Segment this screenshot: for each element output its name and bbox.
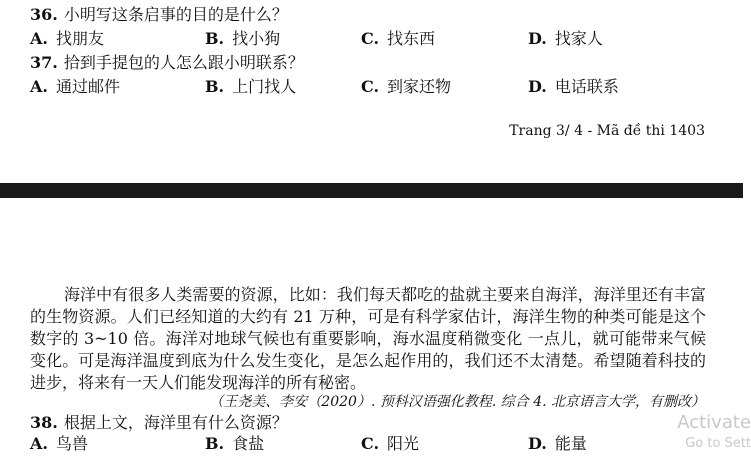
q38-option-c: C. 阳光: [361, 434, 420, 453]
q37-option-c: C. 到家还物: [361, 77, 452, 96]
activation-watermark-title: Activate: [677, 412, 751, 433]
reading-passage: 海洋中有很多人类需要的资源，比如：我们每天都吃的盐就主要来自海洋，海洋里还有丰富的生物资源。人们已经知道的大约有 21 万种，可是有科学家估计，海洋生物的种类可能是这个数字的 3~10 倍。海洋对地球气候也有重要影响，海水温度稍微变化 一点儿，就可能带来气候变化。可是海洋温度到底为什么发生变化，是怎么起作用的，我们还不太清楚。希望随着科技的进步，将来有一天人们能发现海洋的所有秘密。: [30, 285, 706, 392]
question-number: 37.: [30, 53, 58, 72]
q37-option-d: D. 电话联系: [528, 77, 619, 96]
question-number: 38.: [30, 413, 58, 432]
q36-option-d: D. 找家人: [528, 29, 603, 48]
question-37: [30, 53, 304, 73]
q36-option-b: B. 找小狗: [205, 29, 281, 48]
question-text: 拾到手提包的人怎么跟小明联系？: [63, 53, 304, 72]
passage-citation: （王尧美、李安（2020）. 预科汉语强化教程. 综合 4. 北京语言大学，有删改）: [209, 394, 705, 410]
question-text: 小明写这条启事的目的是什么？: [63, 5, 288, 24]
question-36: [30, 5, 288, 25]
q38-option-d: D. 能量: [528, 434, 587, 453]
q38-option-a: A. 鸟兽: [30, 434, 88, 453]
question-number: 36.: [30, 5, 58, 24]
question-text: 根据上文，海洋里有什么资源？: [63, 413, 288, 432]
q37-option-a: A. 通过邮件: [30, 77, 120, 96]
activation-watermark-link[interactable]: Go to Sett: [685, 436, 751, 451]
q38-option-b: B. 食盐: [205, 434, 265, 453]
page-divider: [0, 183, 743, 198]
question-38: [30, 413, 288, 433]
q36-option-c: C. 找东西: [361, 29, 436, 48]
q37-option-b: B. 上门找人: [205, 77, 297, 96]
q36-option-a: A. 找朋友: [30, 29, 104, 48]
page-footer: Trang 3/ 4 - Mã đề thi 1403: [509, 123, 705, 139]
